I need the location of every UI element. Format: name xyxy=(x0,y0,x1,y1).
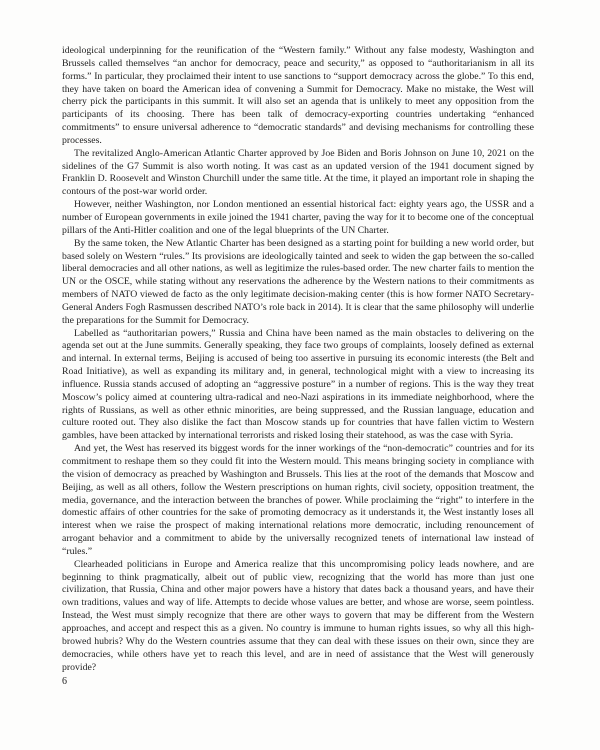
paragraph-5: Labelled as “authoritarian powers,” Russia and China have been named as the main obstacles to delivering on the agenda set out at the June summits. Generally speaking, they face two groups of complaints, loosely defined as external and internal. In external terms, Beijing is accused of being too assertive in pursuing its economic interests (the Belt and Road Initiative), as well as expanding its military and, in general, technological might with a view to increasing its influence. Russia stands accused of adopting an “aggressive posture” in a number of regions. This is the way they treat Moscow’s policy aimed at countering ultra-radical and neo-Nazi aspirations in its immediate neighborhood, where the rights of Russians, as well as other ethnic minorities, are being suppressed, and the Russian language, education and culture rooted out. They also dislike the fact than Moscow stands up for countries that have fallen victim to Western gambles, have been attacked by international terrorists and risked losing their statehood, as was the case with Syria. xyxy=(62,327,534,442)
paragraph-1: ideological underpinning for the reunification of the “Western family.” Without any false modesty, Washington and Brussels called themselves “an anchor for democracy, peace and security,” as opposed to “authoritarianism in all its forms.” In particular, they proclaimed their intent to use sanctions to “support democracy across the globe.” To this end, they have taken on board the American idea of convening a Summit for Democracy. Make no mistake, the West will cherry pick the participants in this summit. It will also set an agenda that is unlikely to meet any opposition from the participants of its choosing. There has been talk of democracy-exporting countries undertaking “enhanced commitments” to ensure universal adherence to “democratic standards” and devising mechanisms for controlling these processes. xyxy=(62,45,534,146)
paragraph-7: Clearheaded politicians in Europe and America realize that this uncompromising policy leads nowhere, and are beginning to think pragmatically, albeit out of public view, recognizing that the world has more than just one civilization, that Russia, China and other major powers have a history that dates back a thousand years, and have their own traditions, values and way of life. Attempts to decide whose values are better, and whose are worse, seem pointless. Instead, the West must simply recognize that there are other ways to govern that may be different from the Western approaches, and accept and respect this as a given. No country is immune to human rights issues, so why all this high-browed hubris? Why do the Western countries assume that they can deal with these issues on their own, since they are democracies, while others have yet to reach this level, and are in need of assistance that the West will generously provide? xyxy=(62,558,534,673)
paragraph-6: And yet, the West has reserved its biggest words for the inner workings of the “non-democratic” countries and for its commitment to reshape them so they could fit into the Western mould. This means bringing society in compliance with the vision of democracy as preached by Washington and Brussels. This lies at the root of the demands that Moscow and Beijing, as well as all others, follow the Western prescriptions on human rights, civil society, opposition treatment, the media, governance, and the interaction between the branches of power. While proclaiming the “right” to interfere in the domestic affairs of other countries for the sake of promoting democracy as it understands it, the West instantly loses all interest when we raise the prospect of making international relations more democratic, including renouncement of arrogant behavior and a commitment to abide by the universally recognized tenets of international law instead of “rules.” xyxy=(62,443,534,557)
paragraph-3: However, neither Washington, nor London mentioned an essential historical fact: eighty years ago, the USSR and a number of European governments in exile joined the 1941 charter, paving the way for it to become one of the conceptual pillars of the Anti-Hitler coalition and one of the legal blueprints of the UN Charter. xyxy=(62,199,534,236)
paragraph-4: By the same token, the New Atlantic Charter has been designed as a starting point for building a new world order, but based solely on Western “rules.” Its provisions are ideologically tainted and seek to widen the gap between the so-called liberal democracies and all other nations, as well as legitimize the rules-based order. The new charter fails to mention the UN or the OSCE, while stating without any reservations the adherence by the Western nations to their commitments as members of NATO viewed de facto as the only legitimate decision-making center (this is how former NATO Secretary-General Anders Fogh Rasmussen described NATO’s role back in 2014). It is clear that the same philosophy will underlie the preparations for the Summit for Democracy. xyxy=(62,237,534,326)
body-text xyxy=(62,45,534,674)
paragraph-2: The revitalized Anglo-American Atlantic Charter approved by Joe Biden and Boris Johnson on June 10, 2021 on the sidelines of the G7 Summit is also worth noting. It was cast as an updated version of the 1941 document signed by Franklin D. Roosevelt and Winston Churchill under the same title. At the time, it played an important role in shaping the contours of the post-war world order. xyxy=(62,147,534,198)
page-number: 6 xyxy=(62,676,67,687)
